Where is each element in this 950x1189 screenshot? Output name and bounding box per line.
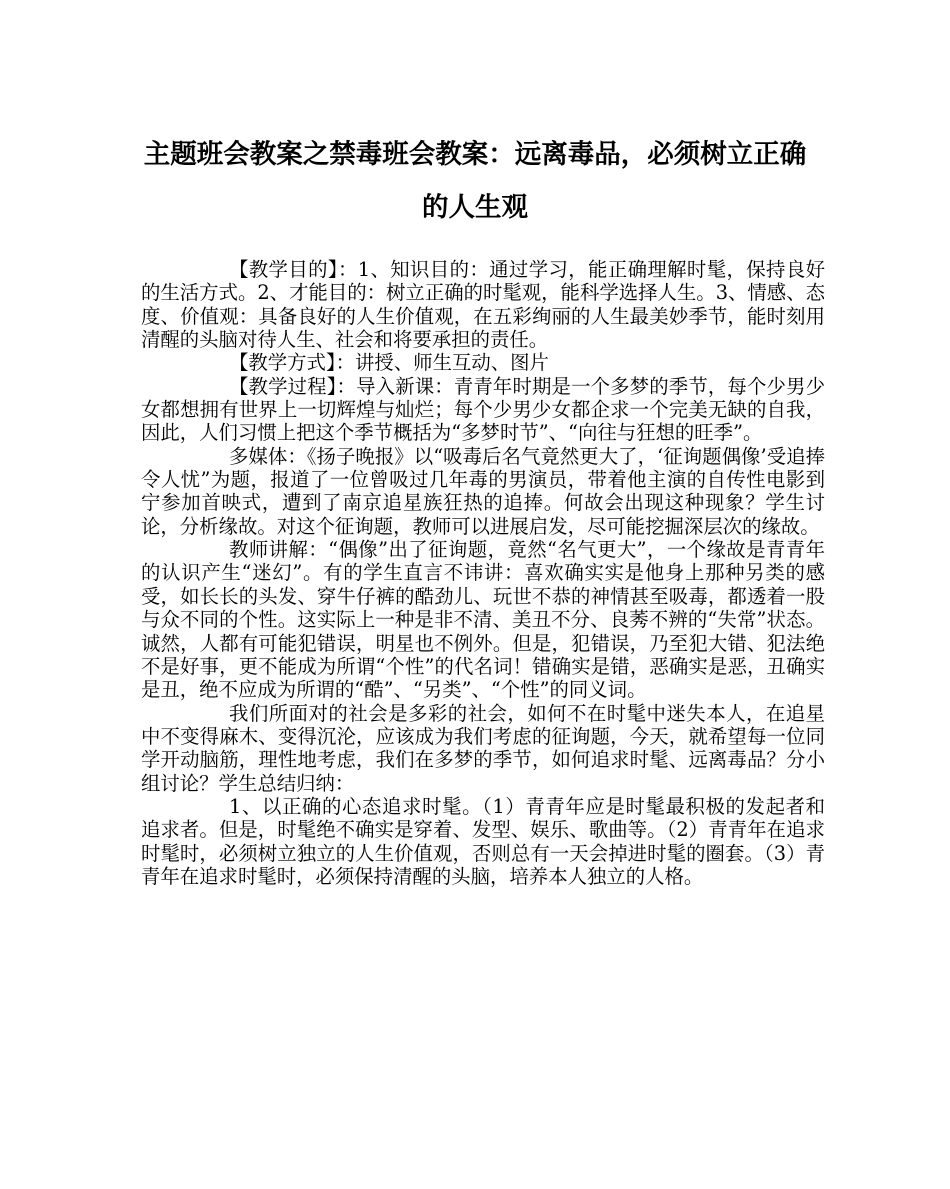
paragraph-teacher-explanation: 教师讲解：“偶像”出了征询题，竟然“名气更大”，一个缘故是青青年的认识产生“迷幻”。有的学生直言不讳讲：喜欢确实实是他身上那种另类的感受，如长长的头发、穿牛仔裤的酷劲儿、玩世不恭的神情甚至吸毒，都透着一股与众不同的个性。这实际上一种是非不清、美丑不分、良莠不辨的“失常”状态。诚然，人都有可能犯错误，明星也不例外。但是，犯错误，乃至犯大错、犯法绝不是好事，更不能成为所谓“个性”的代名词！错确实是错，恶确实是恶，丑确实是丑，绝不应成为所谓的“酷”、“另类”、“个性”的同义词。 — [141, 538, 825, 702]
paragraph-teaching-process: 【教学过程】：导入新课：青青年时期是一个多梦的季节，每个少男少女都想拥有世界上一切辉煌与灿烂；每个少男少女都企求一个完美无缺的自我，因此，人们习惯上把这个季节概括为“多梦时节”、“向往与狂想的旺季”。 — [141, 374, 825, 445]
page-title: 主题班会教案之禁毒班会教案：远离毒品，必须树立正确的人生观 — [143, 139, 807, 223]
paragraph-teaching-objectives: 【教学目的】：1、知识目的：通过学习，能正确理解时髦，保持良好的生活方式。2、才能目的：树立正确的时髦观，能科学选择人生。3、情感、态度、价值观：具备良好的人生价值观，在五彩绚丽的人生最美妙季节，能时刻用清醒的头脑对待人生、社会和将要承担的责任。 — [141, 258, 825, 352]
paragraph-teaching-methods: 【教学方式】：讲授、师生互动、图片 — [229, 351, 549, 375]
paragraph-conclusion-1: 1、以正确的心态追求时髦。（1）青青年应是时髦最积极的发起者和追求者。但是，时髦绝不确实是穿着、发型、娱乐、歌曲等。（2）青青年在追求时髦时，必须树立独立的人生价值观，否则总有一天会掉进时髦的圈套。（3）青青年在追求时髦时，必须保持清醒的头脑，培养本人独立的人格。 — [141, 794, 825, 888]
paragraph-multimedia: 多媒体：《扬子晚报》以“吸毒后名气竟然更大了，‘征询题偶像’受追捧令人忧”为题，报道了一位曾吸过几年毒的男演员，带着他主演的自传性电影到宁参加首映式，遭到了南京追星族狂热的追捧。何故会出现这种现象？学生讨论，分析缘故。对这个征询题，教师可以进展启发，尽可能挖掘深层次的缘故。 — [141, 444, 825, 538]
document-body — [141, 258, 825, 888]
paragraph-discussion: 我们所面对的社会是多彩的社会，如何不在时髦中迷失本人，在追星中不变得麻木、变得沉沦，应该成为我们考虑的征询题，今天，就希望每一位同学开动脑筋，理性地考虑，我们在多梦的季节，如何追求时髦、远离毒品？分小组讨论？学生总结归纳： — [141, 701, 825, 795]
